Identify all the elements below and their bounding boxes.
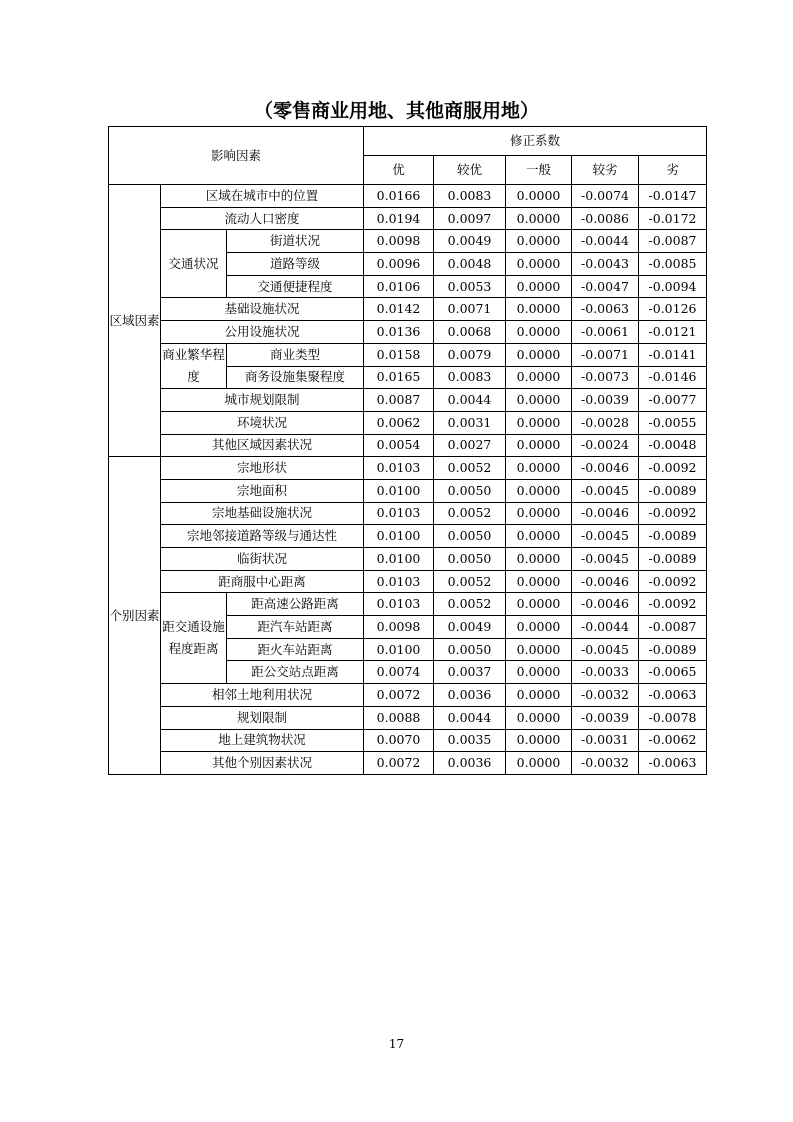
level-header: 较劣 <box>572 156 639 185</box>
factor-name: 商业类型 <box>227 343 364 366</box>
factor-name: 临街状况 <box>161 548 364 571</box>
factor-name: 街道状况 <box>227 230 364 253</box>
coefficient-value: 0.0062 <box>364 411 434 434</box>
coefficient-value: -0.0024 <box>572 434 639 457</box>
coefficient-value: -0.0089 <box>639 479 707 502</box>
coefficient-value: 0.0000 <box>506 684 572 707</box>
coefficient-value: -0.0086 <box>572 207 639 230</box>
coefficient-value: 0.0000 <box>506 207 572 230</box>
coefficient-value: -0.0146 <box>639 366 707 389</box>
coefficient-value: 0.0000 <box>506 729 572 752</box>
coefficient-value: -0.0032 <box>572 684 639 707</box>
coefficient-value: 0.0052 <box>434 593 506 616</box>
coefficient-value: 0.0000 <box>506 343 572 366</box>
coefficient-value: 0.0165 <box>364 366 434 389</box>
coefficient-value: -0.0121 <box>639 321 707 344</box>
coefficient-value: -0.0074 <box>572 185 639 208</box>
coefficient-value: 0.0000 <box>506 185 572 208</box>
coefficient-value: -0.0141 <box>639 343 707 366</box>
coefficient-value: 0.0000 <box>506 548 572 571</box>
coefficient-value: 0.0097 <box>434 207 506 230</box>
coefficient-value: 0.0194 <box>364 207 434 230</box>
level-header: 一般 <box>506 156 572 185</box>
coefficient-value: 0.0087 <box>364 389 434 412</box>
coefficient-value: 0.0079 <box>434 343 506 366</box>
table-row <box>109 729 707 752</box>
factor-name: 地上建筑物状况 <box>161 729 364 752</box>
coefficient-value: 0.0036 <box>434 752 506 775</box>
coefficient-value: -0.0063 <box>639 752 707 775</box>
coefficient-value: -0.0031 <box>572 729 639 752</box>
factor-name: 交通便捷程度 <box>227 275 364 298</box>
coefficient-value: 0.0000 <box>506 638 572 661</box>
coefficient-value: -0.0077 <box>639 389 707 412</box>
factor-name: 宗地形状 <box>161 457 364 480</box>
coefficient-value: 0.0000 <box>506 253 572 276</box>
table-row <box>109 185 707 208</box>
coefficient-value: -0.0092 <box>639 457 707 480</box>
coefficient-value: -0.0073 <box>572 366 639 389</box>
coefficient-value: 0.0052 <box>434 570 506 593</box>
table-row <box>109 457 707 480</box>
level-header: 较优 <box>434 156 506 185</box>
coefficient-value: -0.0044 <box>572 230 639 253</box>
coefficient-value: 0.0027 <box>434 434 506 457</box>
coefficient-value: -0.0172 <box>639 207 707 230</box>
factor-name: 距火车站距离 <box>227 638 364 661</box>
table-row <box>109 389 707 412</box>
table-row <box>109 752 707 775</box>
coefficient-value: 0.0136 <box>364 321 434 344</box>
coefficient-value: 0.0048 <box>434 253 506 276</box>
factor-name: 道路等级 <box>227 253 364 276</box>
coefficient-value: 0.0050 <box>434 548 506 571</box>
coefficient-value: 0.0103 <box>364 457 434 480</box>
coefficient-value: 0.0049 <box>434 230 506 253</box>
factor-name: 距商服中心距离 <box>161 570 364 593</box>
coefficient-value: 0.0052 <box>434 502 506 525</box>
factor-name: 基础设施状况 <box>161 298 364 321</box>
table-row <box>109 343 707 366</box>
coefficient-value: 0.0000 <box>506 321 572 344</box>
coefficient-value: -0.0048 <box>639 434 707 457</box>
table-row <box>109 230 707 253</box>
table-body <box>109 185 707 775</box>
correction-coefficient-table <box>108 126 707 775</box>
coefficient-value: 0.0000 <box>506 593 572 616</box>
header-row-top <box>109 127 707 156</box>
coefficient-value: 0.0000 <box>506 298 572 321</box>
table-row <box>109 570 707 593</box>
factor-name: 规划限制 <box>161 706 364 729</box>
coefficient-value: -0.0063 <box>639 684 707 707</box>
coefficient-value: -0.0092 <box>639 593 707 616</box>
coefficient-value: 0.0158 <box>364 343 434 366</box>
coefficient-value: 0.0100 <box>364 638 434 661</box>
coefficient-value: 0.0000 <box>506 457 572 480</box>
factor-name: 宗地面积 <box>161 479 364 502</box>
coef-header: 修正系数 <box>364 127 707 156</box>
table-row <box>109 479 707 502</box>
coefficient-value: 0.0050 <box>434 638 506 661</box>
coefficient-value: -0.0045 <box>572 479 639 502</box>
coefficient-value: -0.0126 <box>639 298 707 321</box>
factor-name: 商务设施集聚程度 <box>227 366 364 389</box>
table-row <box>109 502 707 525</box>
factor-name: 宗地邻接道路等级与通达性 <box>161 525 364 548</box>
coefficient-value: -0.0033 <box>572 661 639 684</box>
coefficient-value: -0.0062 <box>639 729 707 752</box>
coefficient-value: -0.0087 <box>639 616 707 639</box>
factor-subgroup: 交通状况 <box>161 230 227 298</box>
factor-subgroup: 距交通设施程度距离 <box>161 593 227 684</box>
table-row <box>109 207 707 230</box>
coefficient-value: 0.0000 <box>506 479 572 502</box>
coefficient-value: -0.0085 <box>639 253 707 276</box>
coefficient-value: -0.0087 <box>639 230 707 253</box>
coefficient-value: -0.0043 <box>572 253 639 276</box>
table-row <box>109 593 707 616</box>
factor-category: 区域因素 <box>109 185 161 457</box>
coefficient-value: -0.0046 <box>572 457 639 480</box>
coefficient-value: -0.0032 <box>572 752 639 775</box>
table-row <box>109 321 707 344</box>
coefficient-value: -0.0089 <box>639 638 707 661</box>
factor-name: 环境状况 <box>161 411 364 434</box>
level-header: 劣 <box>639 156 707 185</box>
table-row <box>109 706 707 729</box>
coefficient-value: -0.0092 <box>639 570 707 593</box>
coefficient-value: 0.0000 <box>506 661 572 684</box>
factor-name: 流动人口密度 <box>161 207 364 230</box>
coefficient-value: 0.0000 <box>506 706 572 729</box>
coefficient-value: 0.0000 <box>506 525 572 548</box>
table-row <box>109 434 707 457</box>
coefficient-value: 0.0000 <box>506 434 572 457</box>
coefficient-value: 0.0083 <box>434 185 506 208</box>
coefficient-value: 0.0103 <box>364 570 434 593</box>
coefficient-value: 0.0103 <box>364 593 434 616</box>
coefficient-value: 0.0037 <box>434 661 506 684</box>
coefficient-value: 0.0052 <box>434 457 506 480</box>
coefficient-value: 0.0098 <box>364 616 434 639</box>
coefficient-value: -0.0147 <box>639 185 707 208</box>
table-row <box>109 684 707 707</box>
factor-name: 公用设施状况 <box>161 321 364 344</box>
coefficient-value: 0.0000 <box>506 502 572 525</box>
coefficient-value: 0.0050 <box>434 525 506 548</box>
factor-name: 距汽车站距离 <box>227 616 364 639</box>
coefficient-value: 0.0031 <box>434 411 506 434</box>
coefficient-value: 0.0036 <box>434 684 506 707</box>
coefficient-value: -0.0039 <box>572 389 639 412</box>
coefficient-value: -0.0045 <box>572 548 639 571</box>
coefficient-value: 0.0000 <box>506 752 572 775</box>
coefficient-value: -0.0094 <box>639 275 707 298</box>
table-row <box>109 525 707 548</box>
coefficient-value: -0.0065 <box>639 661 707 684</box>
coefficient-value: -0.0028 <box>572 411 639 434</box>
factor-category: 个别因素 <box>109 457 161 775</box>
table-row <box>109 548 707 571</box>
coefficient-value: 0.0049 <box>434 616 506 639</box>
coefficient-value: -0.0089 <box>639 548 707 571</box>
coefficient-value: 0.0142 <box>364 298 434 321</box>
coefficient-value: 0.0000 <box>506 570 572 593</box>
coefficient-value: 0.0100 <box>364 479 434 502</box>
coefficient-value: 0.0000 <box>506 616 572 639</box>
coefficient-value: 0.0070 <box>364 729 434 752</box>
table-row <box>109 411 707 434</box>
coefficient-value: 0.0088 <box>364 706 434 729</box>
coefficient-value: 0.0103 <box>364 502 434 525</box>
factor-name: 相邻土地利用状况 <box>161 684 364 707</box>
coefficient-value: 0.0100 <box>364 525 434 548</box>
coefficient-value: 0.0072 <box>364 752 434 775</box>
coefficient-value: -0.0055 <box>639 411 707 434</box>
factor-name: 城市规划限制 <box>161 389 364 412</box>
factor-name: 其他个别因素状况 <box>161 752 364 775</box>
page-title: （零售商业用地、其他商服用地） <box>253 100 539 122</box>
factor-name: 其他区域因素状况 <box>161 434 364 457</box>
coefficient-value: 0.0100 <box>364 548 434 571</box>
coefficient-value: 0.0071 <box>434 298 506 321</box>
coefficient-value: 0.0096 <box>364 253 434 276</box>
page-number: 17 <box>388 1037 405 1051</box>
coefficient-value: 0.0054 <box>364 434 434 457</box>
coefficient-value: 0.0000 <box>506 275 572 298</box>
coefficient-value: -0.0045 <box>572 638 639 661</box>
coefficient-value: -0.0046 <box>572 570 639 593</box>
coefficient-value: -0.0061 <box>572 321 639 344</box>
coefficient-value: -0.0046 <box>572 502 639 525</box>
coefficient-value: 0.0000 <box>506 389 572 412</box>
factor-subgroup: 商业繁华程度 <box>161 343 227 388</box>
coefficient-value: 0.0000 <box>506 366 572 389</box>
coefficient-value: -0.0047 <box>572 275 639 298</box>
table-row <box>109 298 707 321</box>
level-header: 优 <box>364 156 434 185</box>
coefficient-value: 0.0000 <box>506 230 572 253</box>
coefficient-value: -0.0063 <box>572 298 639 321</box>
coefficient-value: 0.0106 <box>364 275 434 298</box>
coefficient-value: 0.0098 <box>364 230 434 253</box>
factor-header: 影响因素 <box>109 127 364 185</box>
coefficient-value: 0.0083 <box>434 366 506 389</box>
coefficient-value: -0.0089 <box>639 525 707 548</box>
coefficient-value: -0.0092 <box>639 502 707 525</box>
coefficient-value: 0.0035 <box>434 729 506 752</box>
coefficient-value: -0.0044 <box>572 616 639 639</box>
coefficient-value: 0.0068 <box>434 321 506 344</box>
factor-name: 距公交站点距离 <box>227 661 364 684</box>
coefficient-value: 0.0000 <box>506 411 572 434</box>
coefficient-value: 0.0053 <box>434 275 506 298</box>
coefficient-value: -0.0078 <box>639 706 707 729</box>
coefficient-value: 0.0166 <box>364 185 434 208</box>
coefficient-value: 0.0050 <box>434 479 506 502</box>
coefficient-value: 0.0044 <box>434 389 506 412</box>
coefficient-value: -0.0039 <box>572 706 639 729</box>
coefficient-value: 0.0044 <box>434 706 506 729</box>
coefficient-value: -0.0071 <box>572 343 639 366</box>
coefficient-value: -0.0045 <box>572 525 639 548</box>
coefficient-value: 0.0074 <box>364 661 434 684</box>
factor-name: 距高速公路距离 <box>227 593 364 616</box>
factor-name: 宗地基础设施状况 <box>161 502 364 525</box>
coefficient-value: 0.0072 <box>364 684 434 707</box>
coefficient-value: -0.0046 <box>572 593 639 616</box>
factor-name: 区域在城市中的位置 <box>161 185 364 208</box>
